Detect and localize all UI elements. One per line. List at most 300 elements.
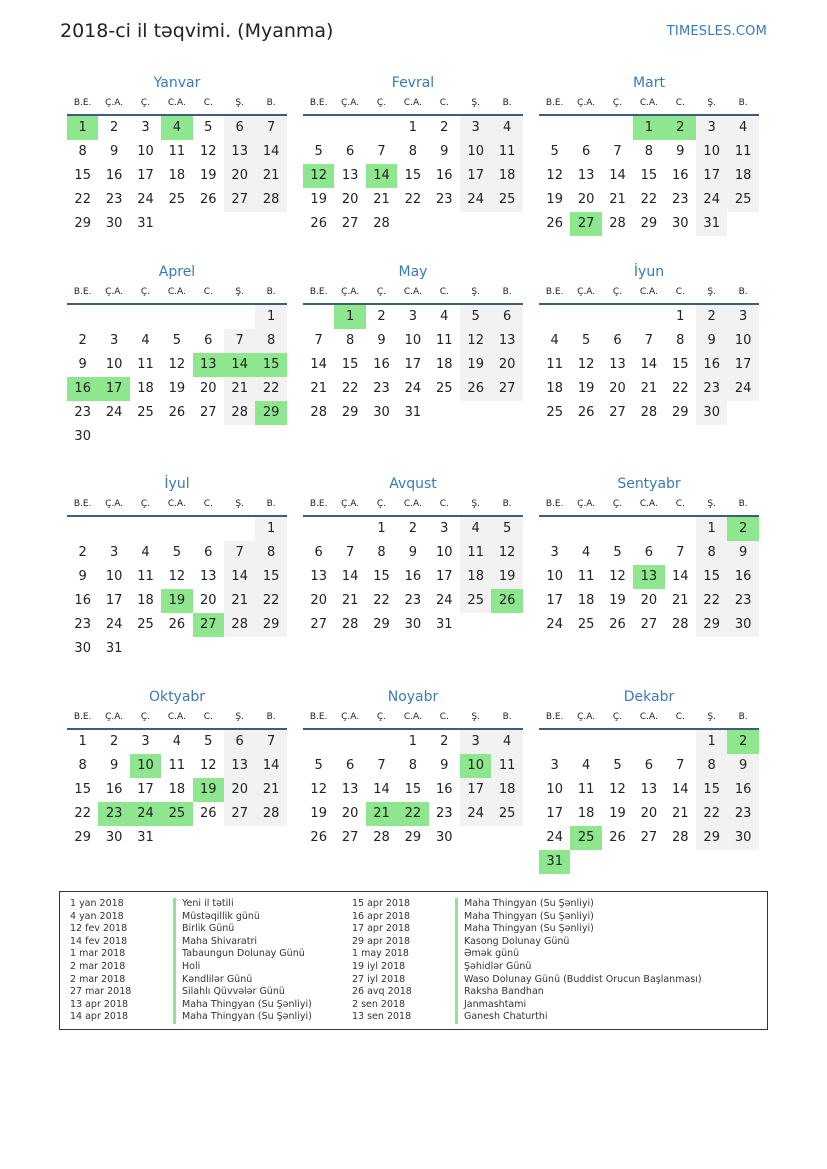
day-cell: 20 [491,353,522,377]
day-cell: 22 [696,589,727,613]
day-grid [303,116,523,260]
day-cell: 8 [78,758,87,773]
legend-holiday-name: Yeni il tətili [173,898,234,911]
weekday-label: Ç.A. [341,98,360,108]
day-cell: 4 [581,758,591,773]
day-cell: 16 [436,782,453,797]
holiday-legend [59,891,768,1030]
day-cell: 24 [404,381,422,396]
day-cell: 8 [644,144,654,159]
day-cell: 18 [491,164,522,188]
weekday-label: Ç. [140,499,151,509]
weekday-label: Ş. [235,712,244,722]
day-cell: 21 [255,164,286,188]
day-cell: 10 [546,782,563,797]
day-cell: 29 [696,826,727,850]
weekday-label: C.A. [403,499,422,509]
day-cell: 10 [546,569,563,584]
day-cell: 14 [640,357,658,372]
day-cell: 2 [440,120,449,135]
holiday-day-cell: 10 [460,754,491,778]
day-cell: 1 [696,517,727,541]
day-cell: 23 [74,617,91,632]
legend-date: 29 apr 2018 [352,935,411,947]
holiday-day-cell: 16 [67,377,98,401]
weekday-header [303,708,523,730]
day-cell: 9 [78,357,87,372]
day-cell: 16 [74,593,91,608]
day-cell: 28 [224,613,255,637]
day-cell: 23 [696,377,727,401]
day-cell: 25 [491,802,522,826]
day-cell: 19 [609,806,626,821]
day-cell: 21 [640,381,658,396]
holiday-day-cell: 13 [193,353,224,377]
day-cell: 5 [581,333,591,348]
day-cell: 21 [310,381,327,396]
day-cell: 21 [609,192,626,207]
day-cell: 12 [200,758,217,773]
day-grid [67,116,287,260]
weekday-label: C. [439,98,449,108]
holiday-day-cell: 14 [224,353,255,377]
day-cell: 22 [373,593,390,608]
weekday-label: Ç.A. [577,287,596,297]
weekday-label: Ç. [140,712,151,722]
day-cell: 7 [377,758,386,773]
weekday-label: B.E. [545,287,564,297]
legend-date: 2 sen 2018 [352,998,406,1010]
day-cell: 11 [491,140,522,164]
legend-holiday-name: Janmashtami [455,999,526,1012]
holiday-day-cell: 26 [491,589,522,613]
legend-date: 19 iyl 2018 [352,961,406,972]
month-name: Mart [633,75,665,91]
weekday-label: B. [502,712,512,722]
month-block [539,473,759,661]
day-cell: 11 [577,569,595,584]
holiday-day-cell: 15 [255,353,286,377]
day-cell: 26 [546,216,563,231]
day-cell: 25 [436,381,453,396]
day-cell: 26 [577,405,595,420]
weekday-label: Ç.A. [577,98,596,108]
day-cell: 27 [609,405,626,420]
weekday-label: B.E. [545,499,564,509]
day-cell: 27 [341,830,359,845]
legend-date: 27 mar 2018 [70,986,132,998]
day-cell: 25 [137,617,154,632]
day-grid [539,517,759,661]
weekday-label: Ç.A. [341,712,360,722]
day-cell: 19 [310,192,327,207]
day-cell: 3 [141,120,150,135]
month-name: Noyabr [387,689,439,705]
day-cell: 7 [345,545,355,560]
day-cell: 15 [373,569,390,584]
weekday-label: B. [266,287,276,297]
day-cell: 12 [491,541,522,565]
day-cell: 29 [373,617,390,632]
day-cell: 7 [644,333,654,348]
day-cell: 27 [341,216,359,231]
weekday-label: C.A. [167,287,186,297]
day-cell: 6 [491,305,522,329]
day-cell: 23 [404,593,422,608]
weekday-label: B.E. [309,499,328,509]
day-cell: 8 [676,333,685,348]
legend-holiday-name: Maha Thingyan (Su Şənliyi) [455,898,594,911]
holiday-day-cell: 2 [727,730,758,754]
day-cell: 7 [377,144,386,159]
weekday-label: Ç. [376,499,387,509]
day-cell: 11 [577,782,595,797]
day-cell: 11 [460,541,491,565]
weekday-label: C. [203,712,213,722]
day-cell: 21 [672,806,689,821]
day-cell: 9 [727,541,758,565]
day-cell: 28 [373,216,390,231]
day-cell: 11 [546,357,563,372]
day-cell: 13 [224,140,255,164]
day-cell: 14 [224,565,255,589]
day-cell: 28 [310,405,327,420]
weekday-label: B. [266,499,276,509]
weekday-label: Ş. [235,499,244,509]
weekday-label: C.A. [167,712,186,722]
day-cell: 18 [727,164,758,188]
legend-holiday-name: Tabaungun Dolunay Günü [173,948,305,961]
day-grid [303,305,523,449]
day-cell: 5 [172,333,182,348]
day-cell: 26 [310,216,327,231]
day-cell: 20 [609,381,626,396]
day-cell: 10 [727,329,758,353]
weekday-header [539,708,759,730]
day-cell: 15 [640,168,658,183]
day-cell: 11 [727,140,758,164]
day-cell: 9 [676,144,685,159]
holiday-day-cell: 17 [98,377,129,401]
day-cell: 7 [224,329,255,353]
legend-date: 1 may 2018 [352,948,409,960]
day-cell: 6 [224,730,255,754]
weekday-label: B. [502,287,512,297]
weekday-label: C.A. [639,287,658,297]
day-cell: 5 [491,517,522,541]
weekday-label: B.E. [309,98,328,108]
month-name: İyul [164,476,190,492]
day-cell: 3 [550,758,559,773]
day-cell: 21 [224,589,255,613]
day-cell: 23 [373,381,390,396]
day-cell: 29 [640,216,658,231]
legend-holiday-name: Müstəqillik günü [173,911,260,924]
weekday-header [539,94,759,116]
day-cell: 30 [727,613,758,637]
weekday-header [539,495,759,517]
day-cell: 4 [440,309,449,324]
weekday-label: C. [203,98,213,108]
day-cell: 14 [341,569,359,584]
legend-holiday-name: Ganesh Chaturthi [455,1011,548,1024]
day-cell: 2 [696,305,727,329]
day-cell: 6 [345,144,355,159]
day-cell: 5 [314,144,323,159]
legend-holiday-name: Maha Thingyan (Su Şənliyi) [455,923,594,936]
day-cell: 26 [609,830,626,845]
holiday-day-cell: 1 [334,305,365,329]
day-cell: 10 [404,333,422,348]
day-grid [303,730,523,874]
day-cell: 20 [341,806,359,821]
day-cell: 2 [78,333,87,348]
day-cell: 31 [105,641,123,656]
weekday-label: C.A. [639,98,658,108]
weekday-label: Ç.A. [105,499,124,509]
day-cell: 22 [74,192,91,207]
day-cell: 26 [168,405,186,420]
month-name: Dekabr [623,689,675,705]
day-cell: 17 [696,164,727,188]
day-grid [539,305,759,449]
day-cell: 9 [377,333,386,348]
month-name: Avqust [389,476,437,492]
holiday-day-cell: 14 [366,164,397,188]
day-cell: 2 [440,734,449,749]
legend-holiday-name: Maha Thingyan (Su Şənliyi) [455,911,594,924]
weekday-label: C. [439,499,449,509]
day-cell: 13 [609,357,626,372]
day-cell: 1 [408,120,418,135]
day-cell: 10 [105,569,123,584]
day-cell: 26 [200,192,217,207]
holiday-day-cell: 27 [570,212,601,236]
day-cell: 20 [577,192,595,207]
day-cell: 1 [676,309,685,324]
day-cell: 15 [404,168,422,183]
day-cell: 16 [404,569,422,584]
day-cell: 22 [404,192,422,207]
weekday-label: C. [203,499,213,509]
day-grid [67,517,287,661]
day-cell: 20 [640,806,658,821]
day-cell: 19 [310,806,327,821]
day-cell: 14 [310,357,327,372]
day-cell: 6 [345,758,355,773]
weekday-label: B. [738,98,748,108]
day-cell: 20 [224,164,255,188]
weekday-label: Ç.A. [577,499,596,509]
day-cell: 5 [460,305,491,329]
day-cell: 18 [577,806,595,821]
weekday-label: B. [266,712,276,722]
day-cell: 9 [78,569,87,584]
day-cell: 12 [310,782,327,797]
day-cell: 27 [640,830,658,845]
day-cell: 22 [255,377,286,401]
day-cell: 7 [314,333,323,348]
day-cell: 3 [696,116,727,140]
day-cell: 6 [644,545,654,560]
legend-date: 2 mar 2018 [70,973,126,985]
holiday-day-cell: 24 [130,802,161,826]
day-cell: 11 [168,144,186,159]
day-cell: 17 [727,353,758,377]
day-cell: 20 [200,593,217,608]
legend-date: 1 mar 2018 [70,948,126,960]
day-cell: 8 [345,333,355,348]
day-cell: 25 [137,405,154,420]
day-cell: 24 [436,593,453,608]
day-cell: 3 [141,734,150,749]
page-title: 2018-ci il təqvimi. (Myanma) [60,20,334,42]
legend-holiday-name: Raksha Bandhan [455,986,544,999]
month-block [67,72,287,260]
weekday-label: B.E. [545,712,564,722]
day-cell: 15 [255,565,286,589]
holiday-day-cell: 29 [255,401,286,425]
day-grid [67,305,287,449]
day-cell: 31 [436,617,453,632]
day-cell: 24 [546,617,563,632]
day-cell: 21 [341,593,359,608]
weekday-label: Ç. [140,98,151,108]
weekday-label: B. [738,712,748,722]
month-block [67,686,287,874]
day-cell: 13 [224,754,255,778]
day-cell: 6 [644,758,654,773]
day-cell: 25 [491,188,522,212]
weekday-label: Ş. [707,499,716,509]
day-cell: 30 [74,641,91,656]
weekday-header [67,708,287,730]
weekday-label: B.E. [73,499,92,509]
day-cell: 17 [546,806,563,821]
day-cell: 8 [78,144,87,159]
weekday-label: Ş. [471,499,480,509]
day-cell: 13 [491,329,522,353]
day-cell: 28 [640,405,658,420]
day-cell: 19 [200,168,217,183]
day-cell: 29 [696,613,727,637]
day-cell: 15 [672,357,689,372]
day-cell: 20 [640,593,658,608]
weekday-header [303,94,523,116]
holiday-day-cell: 27 [193,613,224,637]
month-block [67,473,287,661]
day-cell: 16 [727,778,758,802]
weekday-label: Ç. [612,712,623,722]
holiday-day-cell: 25 [570,826,601,850]
day-cell: 13 [640,782,658,797]
day-grid [539,730,759,874]
holiday-day-cell: 10 [130,754,161,778]
day-cell: 5 [613,758,622,773]
weekday-label: Ç.A. [341,499,360,509]
day-cell: 24 [546,830,563,845]
day-cell: 7 [255,116,286,140]
month-name: Aprel [158,264,196,280]
day-cell: 26 [460,377,491,401]
day-cell: 5 [204,120,213,135]
day-cell: 24 [105,405,123,420]
day-cell: 5 [613,545,622,560]
day-cell: 19 [168,381,186,396]
day-cell: 16 [727,565,758,589]
legend-date: 12 fev 2018 [70,923,128,935]
day-cell: 22 [696,802,727,826]
day-cell: 18 [168,782,186,797]
day-cell: 9 [727,754,758,778]
weekday-label: Ç.A. [105,98,124,108]
day-cell: 16 [105,168,123,183]
day-cell: 7 [224,541,255,565]
day-cell: 26 [609,617,626,632]
weekday-label: Ş. [471,712,480,722]
day-cell: 22 [255,589,286,613]
day-cell: 18 [491,778,522,802]
weekday-label: C. [439,712,449,722]
day-cell: 28 [341,617,359,632]
weekday-header [303,283,523,305]
day-cell: 27 [640,617,658,632]
day-cell: 9 [109,144,119,159]
day-cell: 30 [436,830,453,845]
day-cell: 20 [310,593,327,608]
day-cell: 31 [404,405,422,420]
legend-holiday-name: Maha Thingyan (Su Şənliyi) [173,999,312,1012]
day-cell: 15 [74,782,91,797]
day-cell: 2 [377,309,386,324]
day-cell: 12 [546,168,563,183]
day-grid [303,517,523,661]
day-cell: 26 [168,617,186,632]
day-cell: 7 [676,545,685,560]
day-cell: 26 [310,830,327,845]
day-cell: 3 [440,521,449,536]
day-cell: 2 [109,120,119,135]
legend-date: 27 iyl 2018 [352,973,406,985]
weekday-label: Ş. [707,712,716,722]
day-cell: 30 [74,429,91,444]
month-name: Yanvar [153,75,201,91]
brand-logo-text[interactable]: TIMESLES.COM [666,24,767,39]
day-cell: 8 [408,758,418,773]
day-cell: 4 [460,517,491,541]
weekday-label: B.E. [73,287,92,297]
legend-holiday-name: Maha Shivaratri [173,936,257,949]
day-cell: 10 [137,144,154,159]
day-cell: 13 [341,168,359,183]
holiday-day-cell: 22 [397,802,428,826]
day-cell: 24 [137,192,154,207]
day-cell: 19 [491,565,522,589]
weekday-header [303,495,523,517]
weekday-label: C.A. [167,499,186,509]
month-name: Sentyabr [617,476,681,492]
day-cell: 27 [224,188,255,212]
day-cell: 23 [74,405,91,420]
holiday-day-cell: 31 [539,850,570,874]
day-cell: 31 [137,830,154,845]
day-cell: 21 [224,377,255,401]
day-cell: 28 [255,188,286,212]
day-cell: 21 [672,593,689,608]
day-cell: 10 [696,140,727,164]
day-cell: 24 [105,617,123,632]
month-block [539,261,759,449]
